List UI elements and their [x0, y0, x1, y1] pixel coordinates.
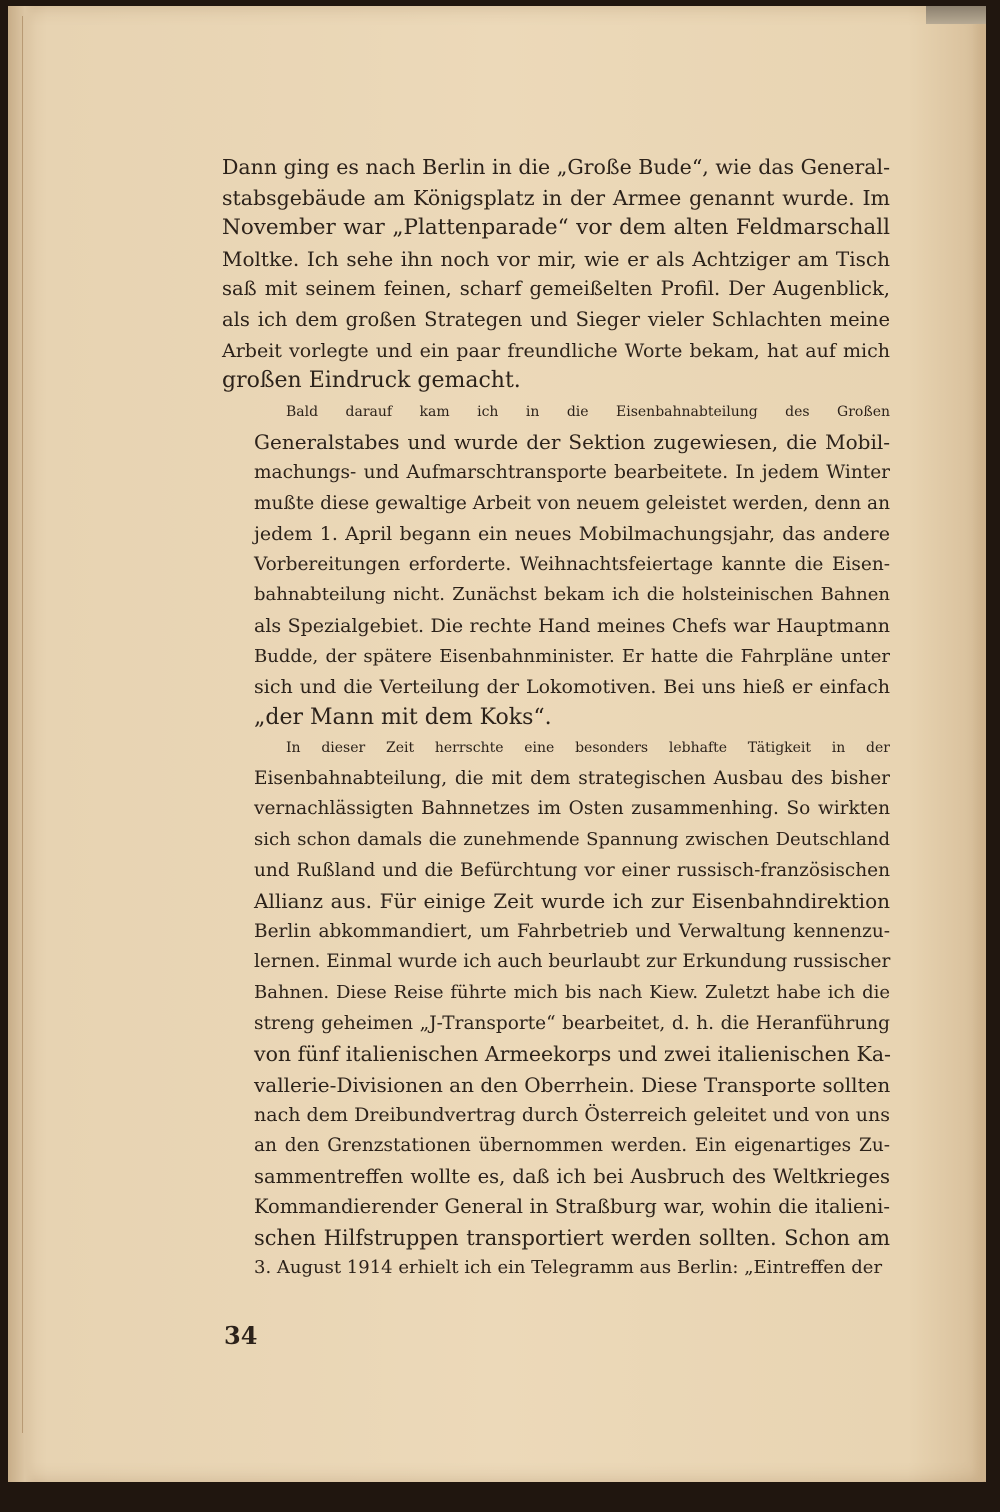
text-line: sich schon damals die zunehmende Spannung zwischen Deutschland: [254, 829, 890, 851]
binding-tab: [926, 6, 986, 24]
text-line: saß mit seinem feinen, scharf gemeißelten Profil. Der Augenblick,: [222, 277, 890, 301]
text-line: Allianz aus. Für einige Zeit wurde ich zur Eisenbahndirektion: [254, 889, 890, 914]
text-line: sammentreffen wollte es, daß ich bei Ausbruch des Weltkrieges: [254, 1164, 890, 1188]
text-line: von fünf italienischen Armeekorps und zwei italienischen Ka-: [254, 1042, 891, 1067]
text-line: Kommandierender General in Straßburg war, wohin die italieni-: [254, 1195, 890, 1219]
text-line: Bahnen. Diese Reise führte mich bis nach Kiew. Zuletzt habe ich die: [254, 982, 890, 1004]
text-line: als Spezialgebiet. Die rechte Hand meines Chefs war Hauptmann: [254, 614, 890, 637]
text-line: Eisenbahnabteilung, die mit dem strategischen Ausbau des bisher: [254, 767, 890, 789]
page-number: 34: [224, 1321, 258, 1350]
text-line: mußte diese gewaltige Arbeit von neuem geleistet werden, denn an: [254, 492, 890, 514]
text-line: Dann ging es nach Berlin in die „Große Bude“, wie das General-: [222, 155, 890, 179]
text-line: „der Mann mit dem Koks“.: [254, 704, 552, 730]
text-line: November war „Plattenparade“ vor dem alten Feldmarschall: [222, 215, 890, 241]
text-line: streng geheimen „J-Transporte“ bearbeitet, d. h. die Heranführung: [254, 1012, 890, 1034]
text-line: sich und die Verteilung der Lokomotiven. Bei uns hieß er einfach: [254, 676, 890, 699]
text-line: Vorbereitungen erforderte. Weihnachtsfeiertage kannte die Eisen-: [254, 553, 890, 575]
paragraph: [222, 733, 890, 1284]
page-right-edge: [972, 6, 986, 1482]
text-line: nach dem Dreibundvertrag durch Österreich geleitet und von uns: [254, 1104, 890, 1127]
text-line: an den Grenzstationen übernommen werden. Ein eigenartiges Zu-: [254, 1135, 890, 1156]
text-line: Generalstabes und wurde der Sektion zugewiesen, die Mobil-: [254, 430, 890, 455]
text-line: Moltke. Ich sehe ihn noch vor mir, wie er als Achtziger am Tisch: [222, 246, 890, 271]
paragraph: [222, 397, 890, 734]
text-line: und Rußland und die Befürchtung vor einer russisch-französischen: [254, 859, 890, 881]
paragraph: [222, 152, 890, 397]
text-line: schen Hilfstruppen transportiert werden sollten. Schon am: [254, 1225, 890, 1250]
gutter-line: [22, 16, 23, 1433]
text-line: 3. August 1914 erhielt ich ein Telegramm aus Berlin: „Eintreffen der: [254, 1257, 883, 1279]
body-text: [222, 152, 890, 1284]
text-line: stabsgebäude am Königsplatz in der Armee genannt wurde. Im: [222, 185, 890, 210]
text-line: lernen. Einmal wurde ich auch beurlaubt zur Erkundung russischer: [254, 951, 891, 973]
text-line: jedem 1. April begann ein neues Mobilmachungsjahr, das andere: [254, 523, 890, 546]
text-line: bahnabteilung nicht. Zunächst bekam ich die holsteinischen Bahnen: [254, 584, 890, 606]
text-line: Bald darauf kam ich in die Eisenbahnabteilung des Großen: [286, 403, 890, 420]
text-line: machungs- und Aufmarschtransporte bearbeitete. In jedem Winter: [254, 461, 890, 483]
text-line: großen Eindruck gemacht.: [222, 368, 521, 394]
text-line: Budde, der spätere Eisenbahnminister. Er hatte die Fahrpläne unter: [254, 645, 890, 667]
text-line: Arbeit vorlegte und ein paar freundliche Worte bekam, hat auf mich: [222, 339, 890, 362]
text-line: vernachlässigten Bahnnetzes im Osten zusammenhing. So wirkten: [254, 798, 890, 820]
text-line: In dieser Zeit herrschte eine besonders lebhafte Tätigkeit in der: [286, 740, 890, 757]
text-line: Berlin abkommandiert, um Fahrbetrieb und Verwaltung kennenzu-: [254, 920, 890, 942]
text-line: als ich dem großen Strategen und Sieger vieler Schlachten meine: [222, 307, 890, 331]
text-line: vallerie-Divisionen an den Oberrhein. Diese Transporte sollten: [254, 1072, 891, 1097]
